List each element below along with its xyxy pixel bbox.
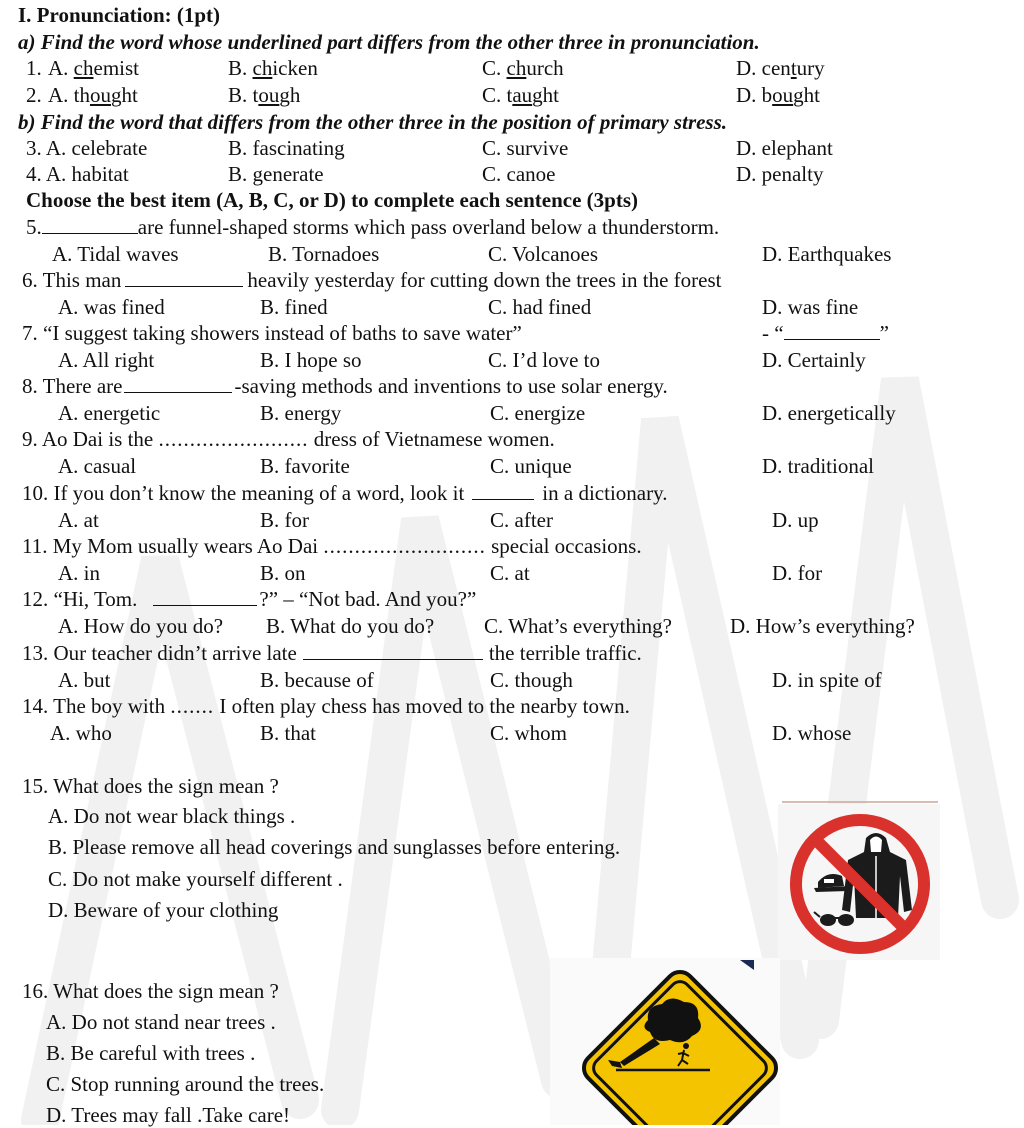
- q5-option-d: D. Earthquakes: [762, 242, 892, 266]
- q16-option-c: C. Stop running around the trees.: [46, 1072, 325, 1096]
- q9-option-c: C. unique: [490, 454, 572, 478]
- q5-option-c: C. Volcanoes: [488, 242, 599, 266]
- q11-option-d: D. for: [772, 561, 823, 585]
- q15-option-b: B. Please remove all head coverings and sunglasses before entering.: [48, 835, 621, 859]
- q4-option-c: C. canoe: [482, 162, 556, 186]
- no-head-coverings-sign-icon: [778, 800, 940, 960]
- q8-option-b: B. energy: [260, 401, 342, 425]
- q4-option-a: 4. A. habitat: [26, 162, 129, 186]
- part-b-heading: b) Find the word that differs from the other three in the position of primary stress.: [18, 110, 728, 134]
- q9-question: 9. Ao Dai is the ........................ dress of Vietnamese women.: [22, 427, 555, 451]
- q13-option-c: C. though: [490, 668, 573, 692]
- q13-option-d: D. in spite of: [772, 668, 882, 692]
- q16-option-a: A. Do not stand near trees .: [46, 1010, 276, 1034]
- q14-option-a: A. who: [50, 721, 112, 745]
- q2-option-c: C. taught: [482, 83, 560, 107]
- q15-question: 15. What does the sign mean ?: [22, 774, 279, 798]
- q8-option-d: D. energetically: [762, 401, 896, 425]
- q8-option-c: C. energize: [490, 401, 586, 425]
- q3-option-d: D. elephant: [736, 136, 833, 160]
- q9-option-d: D. traditional: [762, 454, 874, 478]
- q6-option-d: D. was fine: [762, 295, 859, 319]
- q7-question: 7. “I suggest taking showers instead of baths to save water”: [22, 321, 522, 345]
- q10-option-a: A. at: [58, 508, 99, 532]
- q3-option-b: B. fascinating: [228, 136, 345, 160]
- q11-option-a: A. in: [58, 561, 100, 585]
- q10-question: 10. If you don’t know the meaning of a word, look it in a dictionary.: [22, 481, 668, 505]
- q14-option-d: D. whose: [772, 721, 852, 745]
- q3-option-c: C. survive: [482, 136, 569, 160]
- q7-option-a: A. All right: [58, 348, 155, 372]
- q7-reply: - “ ”: [762, 321, 889, 345]
- q15-option-c: C. Do not make yourself different .: [48, 867, 343, 891]
- q15-option-a: A. Do not wear black things .: [48, 804, 296, 828]
- q4-option-d: D. penalty: [736, 162, 824, 186]
- q13-option-a: A. but: [58, 668, 111, 692]
- q15-option-d: D. Beware of your clothing: [48, 898, 279, 922]
- q1-option-d: D. century: [736, 56, 825, 80]
- q6-option-b: B. fined: [260, 295, 328, 319]
- q8-option-a: A. energetic: [58, 401, 161, 425]
- q1-option-b: B. chicken: [228, 56, 318, 80]
- q2-option-a: A. thought: [48, 83, 138, 107]
- q1-option-c: C. church: [482, 56, 564, 80]
- q10-option-b: B. for: [260, 508, 309, 532]
- q12-option-a: A. How do you do?: [58, 614, 224, 638]
- q3-option-a: 3. A. celebrate: [26, 136, 148, 160]
- part-a-heading: a) Find the word whose underlined part differs from the other three in pronunciation.: [18, 30, 760, 54]
- q8-question: 8. There are -saving methods and inventions to use solar energy.: [22, 374, 668, 398]
- q6-option-c: C. had fined: [488, 295, 592, 319]
- q5-option-a: A. Tidal waves: [52, 242, 179, 266]
- q2-number: 2.: [26, 83, 42, 107]
- q11-option-b: B. on: [260, 561, 306, 585]
- q12-option-d: D. How’s everything?: [730, 614, 915, 638]
- q7-option-b: B. I hope so: [260, 348, 362, 372]
- q11-question: 11. My Mom usually wears Ao Dai .......................... special occasions.: [22, 534, 642, 558]
- q1-option-a: A. chemist: [48, 56, 139, 80]
- q7-option-c: C. I’d love to: [488, 348, 600, 372]
- q16-option-d: D. Trees may fall .Take care!: [46, 1103, 291, 1127]
- q4-option-b: B. generate: [228, 162, 324, 186]
- q14-option-b: B. that: [260, 721, 316, 745]
- q16-option-b: B. Be careful with trees .: [46, 1041, 256, 1065]
- q6-question: 6. This man heavily yesterday for cutting down the trees in the forest: [22, 268, 722, 292]
- q9-option-b: B. favorite: [260, 454, 350, 478]
- q14-option-c: C. whom: [490, 721, 568, 745]
- q10-option-c: C. after: [490, 508, 553, 532]
- q13-option-b: B. because of: [260, 668, 374, 692]
- choose-heading: Choose the best item (A, B, C, or D) to complete each sentence (3pts): [26, 188, 638, 212]
- q16-question: 16. What does the sign mean ?: [22, 979, 279, 1003]
- q11-option-c: C. at: [490, 561, 530, 585]
- q12-option-c: C. What’s everything?: [484, 614, 672, 638]
- q13-question: 13. Our teacher didn’t arrive late the terrible traffic.: [22, 641, 642, 665]
- q1-number: 1.: [26, 56, 42, 80]
- q2-option-b: B. tough: [228, 83, 301, 107]
- section-title: I. Pronunciation: (1pt): [18, 3, 221, 27]
- q7-option-d: D. Certainly: [762, 348, 866, 372]
- q6-option-a: A. was fined: [58, 295, 165, 319]
- q10-option-d: D. up: [772, 508, 819, 532]
- q12-option-b: B. What do you do?: [266, 614, 435, 638]
- falling-tree-warning-sign-icon: [550, 958, 780, 1125]
- q12-question: 12. “Hi, Tom. ?” – “Not bad. And you?”: [22, 587, 477, 611]
- q14-question: 14. The boy with ....... I often play chess has moved to the nearby town.: [22, 694, 630, 718]
- q9-option-a: A. casual: [58, 454, 137, 478]
- q5-option-b: B. Tornadoes: [268, 242, 380, 266]
- q5-question: 5. are funnel-shaped storms which pass overland below a thunderstorm.: [26, 215, 720, 239]
- q2-option-d: D. bought: [736, 83, 821, 107]
